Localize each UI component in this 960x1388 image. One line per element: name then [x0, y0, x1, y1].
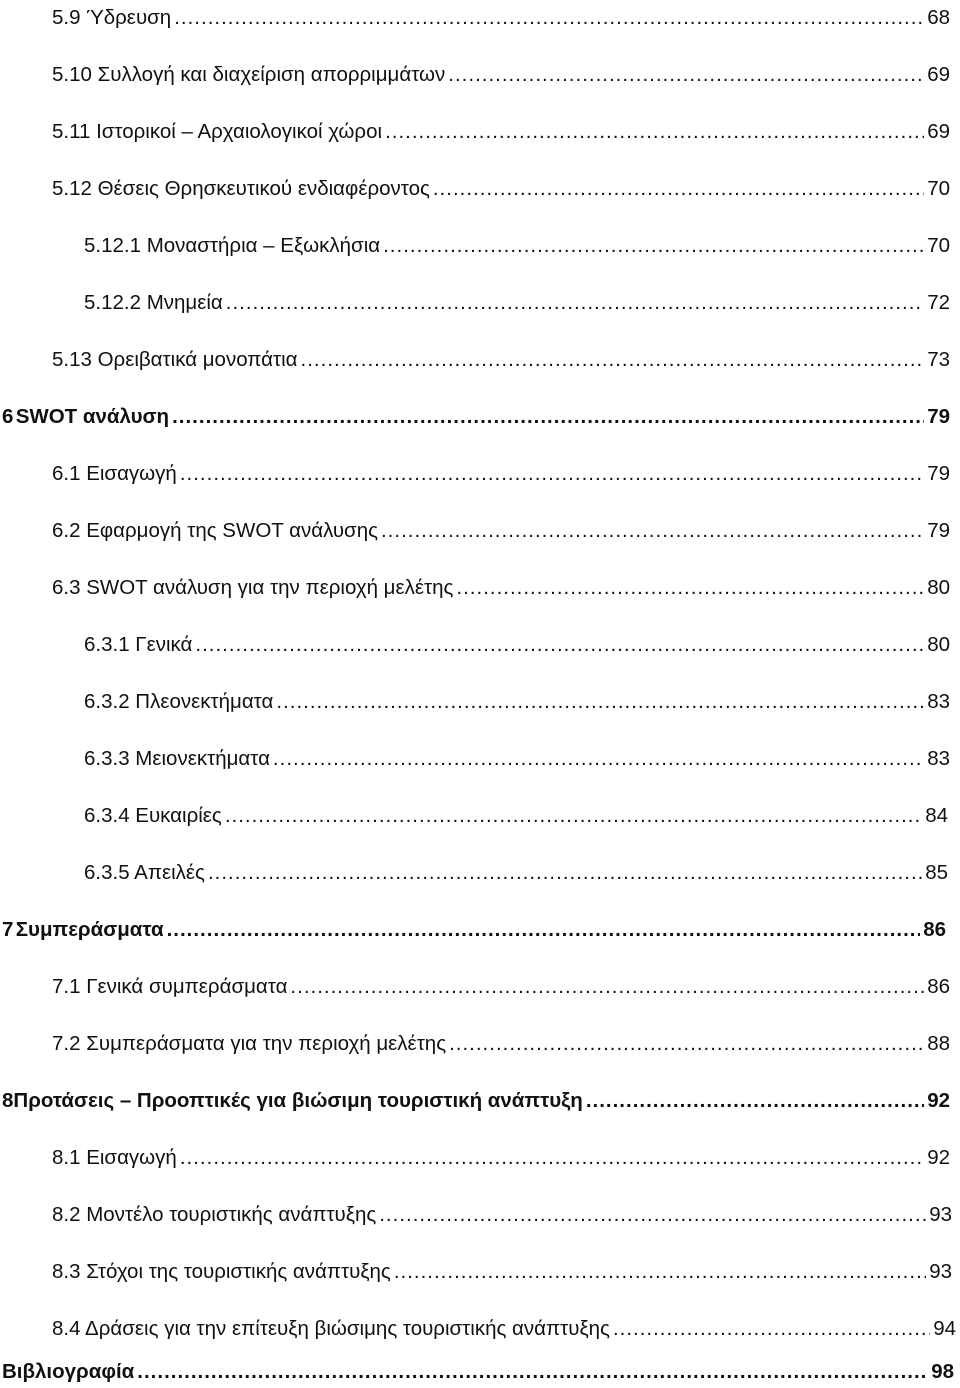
dot-leader [180, 1146, 924, 1170]
toc-entry-page: 73 [927, 348, 950, 371]
toc-entry-title: Προτάσεις – Προοπτικές για βιώσιμη τουριστική ανάπτυξη [13, 1089, 583, 1112]
dot-leader [385, 120, 924, 144]
toc-entry[interactable] [52, 2, 950, 30]
dot-leader [394, 1260, 926, 1284]
toc-entry-page: 79 [927, 519, 950, 542]
toc-entry-page: 83 [927, 747, 950, 770]
toc-entry[interactable] [52, 1142, 950, 1170]
toc-chapter[interactable] [2, 914, 946, 942]
toc-entry-page: 86 [923, 918, 946, 941]
toc-entry[interactable] [52, 116, 950, 144]
dot-leader [448, 63, 924, 87]
toc-entry-title: 6.1 Εισαγωγή [52, 462, 177, 485]
toc-entry-title: Βιβλιογραφία [2, 1360, 135, 1383]
toc-entry[interactable] [84, 230, 950, 258]
toc-entry-page: 93 [929, 1203, 952, 1226]
toc-entry-page: 83 [927, 690, 950, 713]
dot-leader [225, 804, 922, 828]
toc-entry[interactable] [52, 1256, 952, 1284]
toc-entry-page: 88 [927, 1032, 950, 1055]
dot-leader [613, 1317, 930, 1341]
dot-leader [174, 6, 924, 30]
dot-leader [195, 633, 924, 657]
toc-entry[interactable] [52, 59, 950, 87]
toc-entry[interactable] [52, 1028, 950, 1056]
toc-entry-title: 6.3.3 Μειονεκτήματα [84, 747, 270, 770]
dot-leader [301, 348, 925, 372]
toc-entry[interactable] [52, 572, 950, 600]
dot-leader [456, 576, 924, 600]
toc-entry[interactable] [84, 629, 950, 657]
toc-entry-title: 5.10 Συλλογή και διαχείριση απορριμμάτων [52, 63, 446, 86]
toc-entry-page: 92 [927, 1089, 950, 1112]
dot-leader [137, 1360, 928, 1384]
toc-entry[interactable] [84, 287, 950, 315]
toc-entry-title: 6.2 Εφαρμογή της SWOT ανάλυσης [52, 519, 378, 542]
dot-leader [208, 861, 922, 885]
toc-entry-page: 84 [925, 804, 948, 827]
dot-leader [276, 690, 924, 714]
toc-entry-title: 6.3 SWOT ανάλυση για την περιοχή μελέτης [52, 576, 454, 599]
toc-entry-title: 8.4 Δράσεις για την επίτευξη βιώσιμης τουριστικής ανάπτυξης [52, 1317, 610, 1340]
toc-entry-page: 94 [933, 1317, 956, 1340]
toc-entry[interactable] [52, 173, 950, 201]
toc-entry-title: 8.2 Μοντέλο τουριστικής ανάπτυξης [52, 1203, 377, 1226]
toc-entry[interactable] [52, 971, 950, 999]
toc-entry-title: 6.3.1 Γενικά [84, 633, 193, 656]
toc-entry-page: 70 [927, 177, 950, 200]
toc-entry-title: 5.11 Ιστορικοί – Αρχαιολογικοί χώροι [52, 120, 383, 143]
toc-entry-page: 98 [931, 1360, 954, 1383]
toc-entry-page: 92 [927, 1146, 950, 1169]
toc-entry-title: 8.3 Στόχοι της τουριστικής ανάπτυξης [52, 1260, 391, 1283]
dot-leader [433, 177, 924, 201]
toc-entry[interactable] [52, 344, 950, 372]
dot-leader [273, 747, 924, 771]
toc-entry-title: 7.2 Συμπεράσματα για την περιοχή μελέτης [52, 1032, 447, 1055]
dot-leader [167, 918, 921, 942]
toc-entry-page: 69 [927, 63, 950, 86]
toc-entry-page: 70 [927, 234, 950, 257]
toc-chapter-number: 6 [2, 405, 14, 428]
dot-leader [379, 1203, 926, 1227]
toc-entry-page: 69 [927, 120, 950, 143]
toc-chapter-number: 7 [2, 918, 14, 941]
toc-entry-page: 79 [927, 405, 950, 428]
toc-entry[interactable] [84, 800, 948, 828]
dot-leader [449, 1032, 924, 1056]
toc-entry-title: 5.9 Ύδρευση [52, 6, 172, 29]
dot-leader [226, 291, 924, 315]
toc-bibliography[interactable] [2, 1356, 954, 1384]
dot-leader [381, 519, 924, 543]
dot-leader [180, 462, 924, 486]
toc-entry[interactable] [52, 515, 950, 543]
toc-entry-title: 7.1 Γενικά συμπεράσματα [52, 975, 288, 998]
toc-entry[interactable] [84, 857, 948, 885]
toc-chapter[interactable] [2, 1085, 950, 1113]
toc-entry-page: 79 [927, 462, 950, 485]
toc-entry-page: 80 [927, 576, 950, 599]
toc-entry-title: 6.3.5 Απειλές [84, 861, 205, 884]
dot-leader [383, 234, 924, 258]
toc-entry[interactable] [52, 1313, 956, 1341]
toc-chapter-number: 8 [2, 1089, 14, 1112]
toc-entry-title: 8.1 Εισαγωγή [52, 1146, 177, 1169]
toc-entry-page: 80 [927, 633, 950, 656]
toc-entry-page: 93 [929, 1260, 952, 1283]
toc-entry-title: 5.12.2 Μνημεία [84, 291, 223, 314]
toc-entry-page: 68 [927, 6, 950, 29]
toc-entry-title: 6.3.4 Ευκαιρίες [84, 804, 222, 827]
dot-leader [290, 975, 924, 999]
dot-leader [172, 405, 924, 429]
toc-entry-title: 5.12 Θέσεις Θρησκευτικού ενδιαφέροντος [52, 177, 430, 200]
toc-entry-title: Συμπεράσματα [15, 918, 164, 941]
toc-entry-title: 5.12.1 Μοναστήρια – Εξωκλήσια [84, 234, 381, 257]
toc-entry-title: 5.13 Ορειβατικά μονοπάτια [52, 348, 298, 371]
toc-entry[interactable] [52, 458, 950, 486]
toc-entry-page: 86 [927, 975, 950, 998]
toc-entry[interactable] [52, 1199, 952, 1227]
toc-entry[interactable] [84, 743, 950, 771]
toc-entry-page: 72 [927, 291, 950, 314]
toc-chapter[interactable] [2, 401, 950, 429]
toc-entry-title: SWOT ανάλυση [15, 405, 170, 428]
toc-entry-page: 85 [925, 861, 948, 884]
toc-entry-title: 6.3.2 Πλεονεκτήματα [84, 690, 274, 713]
toc-entry[interactable] [84, 686, 950, 714]
dot-leader [586, 1089, 924, 1113]
